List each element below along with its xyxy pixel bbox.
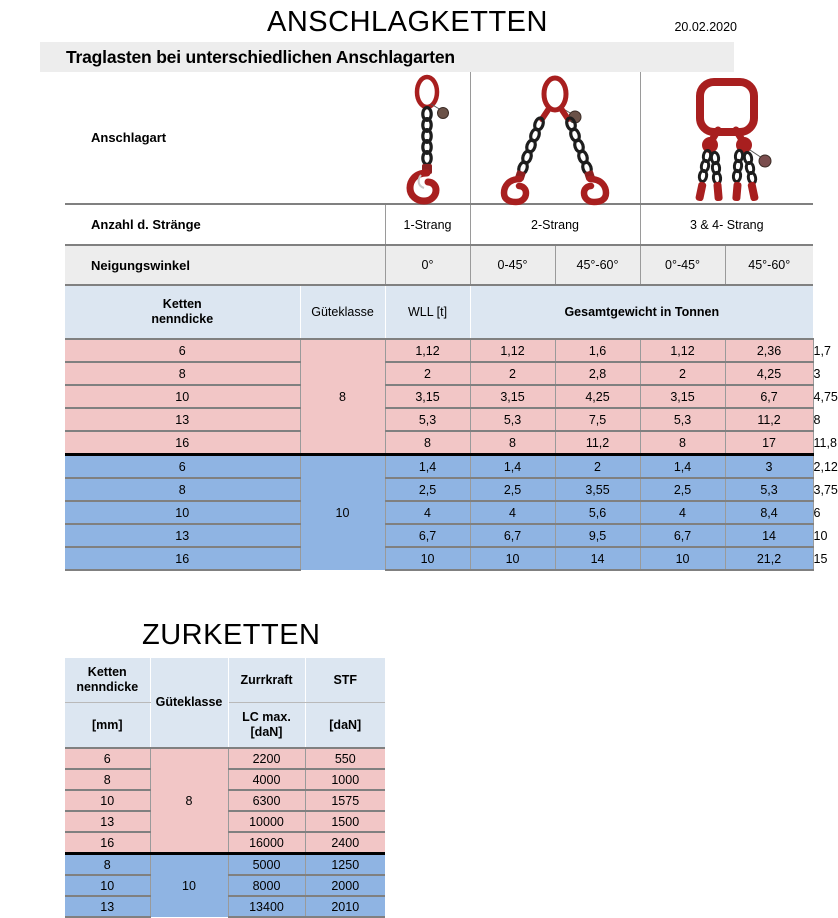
- cell-gesamtgewicht: 2,5: [470, 478, 555, 501]
- cell-gesamtgewicht: 3,55: [555, 478, 640, 501]
- chain-sling-4-leg-icon: [652, 74, 802, 202]
- cell-kettennenndicke: 10: [65, 385, 300, 408]
- cell-gesamtgewicht: 7,5: [555, 408, 640, 431]
- cell-kettennenndicke: 6: [65, 748, 150, 769]
- cell-gesamtgewicht: 6,7: [725, 385, 813, 408]
- cell-gueteklasse: 10: [150, 854, 228, 918]
- cell-gesamtgewicht: 8: [640, 431, 725, 455]
- cell-gesamtgewicht: 3,15: [640, 385, 725, 408]
- anschlagketten-table-wrap: [65, 72, 838, 571]
- angle-cell-0: 0°: [385, 245, 470, 285]
- cell-wll: 1,12: [385, 339, 470, 362]
- cell-gesamtgewicht: 2: [640, 362, 725, 385]
- anschlagketten-table: [65, 72, 838, 571]
- zur-header-zurrkraft: Zurrkraft: [228, 658, 305, 703]
- cell-gesamtgewicht: 3: [725, 455, 813, 479]
- table-row: 10 3,15 3,15 4,25 3,15 6,7 4,75: [65, 385, 813, 408]
- zur-header-lcmax: [228, 703, 305, 749]
- cell-gesamtgewicht: 6,7: [640, 524, 725, 547]
- table-row: 8 2,5 2,5 3,55 2,5 5,3 3,75: [65, 478, 813, 501]
- cell-kettennenndicke: 6: [65, 455, 300, 479]
- cell-kettennenndicke: 8: [65, 478, 300, 501]
- table-row: 8 2 2 2,8 2 4,25 3: [65, 362, 813, 385]
- cell-kettennenndicke: 10: [65, 790, 150, 811]
- cell-kettennenndicke: 13: [65, 896, 150, 917]
- cell-gesamtgewicht: 4: [470, 501, 555, 524]
- cell-gesamtgewicht: 8,4: [725, 501, 813, 524]
- zurketten-table: [65, 658, 385, 918]
- section-band-title: Traglasten bei unterschiedlichen Anschlagarten: [40, 42, 734, 72]
- cell-kettennenndicke: 10: [65, 875, 150, 896]
- cell-lc-max: 8000: [228, 875, 305, 896]
- zur-header-mm: [mm]: [65, 703, 150, 749]
- cell-gesamtgewicht: 2: [555, 455, 640, 479]
- chain-sling-2-leg-icon: [480, 74, 630, 202]
- cell-wll: 2,5: [385, 478, 470, 501]
- document-header: [0, 0, 815, 42]
- angle-cell-3: 0°-45°: [640, 245, 725, 285]
- cell-gesamtgewicht: 1,4: [640, 455, 725, 479]
- cell-gesamtgewicht: 1,4: [470, 455, 555, 479]
- zurketten-body: [65, 748, 385, 917]
- cell-gesamtgewicht: 5,3: [470, 408, 555, 431]
- strang-group-2: 2-Strang: [470, 204, 640, 245]
- cell-lc-max: 13400: [228, 896, 305, 917]
- cell-kettennenndicke: 8: [65, 362, 300, 385]
- cell-gesamtgewicht: 2,36: [725, 339, 813, 362]
- cell-lc-max: 2200: [228, 748, 305, 769]
- illustration-1-leg: [385, 72, 470, 204]
- header-kettennenndicke-line2: nenndicke: [151, 312, 214, 326]
- cell-gesamtgewicht: 4,25: [555, 385, 640, 408]
- document-date: 20.02.2020: [674, 20, 737, 34]
- cell-lc-max: 6300: [228, 790, 305, 811]
- header-kettennenndicke-line1: Ketten: [162, 297, 202, 311]
- cell-stf: 1250: [305, 854, 385, 876]
- cell-kettennenndicke: 6: [65, 339, 300, 362]
- zur-header-lcmax-line2: [daN]: [250, 725, 283, 739]
- cell-gesamtgewicht: 11,2: [725, 408, 813, 431]
- cell-gesamtgewicht: 21,2: [725, 547, 813, 570]
- zurketten-title: ZURKETTEN: [142, 619, 321, 651]
- cell-gesamtgewicht: 1,12: [640, 339, 725, 362]
- illustration-4-leg: [640, 72, 813, 204]
- cell-wll: 8: [385, 431, 470, 455]
- zur-header-kettennenndicke-line1: Ketten: [87, 665, 127, 679]
- cell-gesamtgewicht: 3,15: [470, 385, 555, 408]
- zur-header-kettennenndicke-line2: nenndicke: [76, 680, 139, 694]
- cell-gesamtgewicht: 11,2: [555, 431, 640, 455]
- cell-gesamtgewicht: 4,25: [725, 362, 813, 385]
- cell-stf: 1575: [305, 790, 385, 811]
- table-row: 6 10 1,4 1,4 2 1,4 3 2,12: [65, 455, 813, 479]
- cell-gesamtgewicht: 1,12: [470, 339, 555, 362]
- cell-wll: 2: [385, 362, 470, 385]
- cell-lc-max: 5000: [228, 854, 305, 876]
- cell-gesamtgewicht: 2: [470, 362, 555, 385]
- cell-wll: 1,4: [385, 455, 470, 479]
- header-kettennenndicke: [65, 285, 300, 339]
- cell-stf: 2400: [305, 832, 385, 854]
- cell-lc-max: 4000: [228, 769, 305, 790]
- zur-header-stf: STF: [305, 658, 385, 703]
- strang-group-1: 1-Strang: [385, 204, 470, 245]
- angle-cell-4: 45°-60°: [725, 245, 813, 285]
- header-wll: WLL [t]: [385, 285, 470, 339]
- cell-gueteklasse: 8: [300, 339, 385, 455]
- cell-gesamtgewicht: 2,5: [640, 478, 725, 501]
- angle-cell-1: 0-45°: [470, 245, 555, 285]
- cell-gesamtgewicht: 6,7: [470, 524, 555, 547]
- cell-gueteklasse: 8: [150, 748, 228, 854]
- chain-sling-1-leg-icon: [385, 74, 469, 202]
- cell-gueteklasse: 10: [300, 455, 385, 571]
- zur-header-lcmax-line1: LC max.: [242, 710, 291, 724]
- table-row: [65, 854, 385, 876]
- zur-header-gueteklasse: Güteklasse: [150, 658, 228, 748]
- table-row: 13 5,3 5,3 7,5 5,3 11,2 8: [65, 408, 813, 431]
- header-gueteklasse: Güteklasse: [300, 285, 385, 339]
- angle-cell-2: 45°-60°: [555, 245, 640, 285]
- cell-lc-max: 10000: [228, 811, 305, 832]
- cell-stf: 2010: [305, 896, 385, 917]
- cell-kettennenndicke: 13: [65, 524, 300, 547]
- cell-gesamtgewicht: 5,6: [555, 501, 640, 524]
- cell-stf: 2000: [305, 875, 385, 896]
- cell-wll: 3,15: [385, 385, 470, 408]
- table-row: 16 8 8 11,2 8 17 11,8: [65, 431, 813, 455]
- cell-kettennenndicke: 13: [65, 408, 300, 431]
- cell-gesamtgewicht: 9,5: [555, 524, 640, 547]
- zurketten-table-wrap: [65, 658, 815, 918]
- cell-kettennenndicke: 8: [65, 854, 150, 876]
- row-anzahl-straenge: [65, 204, 813, 245]
- cell-wll: 5,3: [385, 408, 470, 431]
- cell-gesamtgewicht: 14: [555, 547, 640, 570]
- cell-gesamtgewicht: 10: [470, 547, 555, 570]
- cell-stf: 1500: [305, 811, 385, 832]
- row-anschlagart: [65, 72, 813, 204]
- table-row: 6 8 1,12 1,12 1,6 1,12 2,36 1,7: [65, 339, 813, 362]
- strang-group-3: 3 & 4- Strang: [640, 204, 813, 245]
- illustration-2-leg: [470, 72, 640, 204]
- cell-gesamtgewicht: 17: [725, 431, 813, 455]
- cell-gesamtgewicht: 14: [725, 524, 813, 547]
- cell-gesamtgewicht: 8: [470, 431, 555, 455]
- cell-wll: 6,7: [385, 524, 470, 547]
- cell-kettennenndicke: 8: [65, 769, 150, 790]
- cell-gesamtgewicht: 5,3: [725, 478, 813, 501]
- page-title: ANSCHLAGKETTEN: [267, 6, 548, 38]
- cell-stf: 1000: [305, 769, 385, 790]
- table-row: 16 10 10 14 10 21,2 15: [65, 547, 813, 570]
- label-anzahl-straenge: Anzahl d. Stränge: [65, 204, 385, 245]
- table-row: 13 6,7 6,7 9,5 6,7 14 10: [65, 524, 813, 547]
- cell-wll: 4: [385, 501, 470, 524]
- cell-kettennenndicke: 13: [65, 811, 150, 832]
- cell-gesamtgewicht: 5,3: [640, 408, 725, 431]
- cell-stf: 550: [305, 748, 385, 769]
- zur-header-kettennenndicke: [65, 658, 150, 703]
- label-anschlagart: Anschlagart: [65, 72, 385, 204]
- cell-kettennenndicke: 10: [65, 501, 300, 524]
- cell-gesamtgewicht: 2,8: [555, 362, 640, 385]
- anschlagketten-body: [65, 339, 838, 570]
- header-gesamtgewicht: Gesamtgewicht in Tonnen: [470, 285, 813, 339]
- label-neigungswinkel: Neigungswinkel: [65, 245, 385, 285]
- cell-gesamtgewicht: 4: [640, 501, 725, 524]
- table-row: 10 4 4 5,6 4 8,4 6: [65, 501, 813, 524]
- cell-gesamtgewicht: 10: [640, 547, 725, 570]
- table-row: [65, 748, 385, 769]
- cell-wll: 10: [385, 547, 470, 570]
- row-column-headers: [65, 285, 813, 339]
- zur-header-stf-unit: [daN]: [305, 703, 385, 749]
- cell-kettennenndicke: 16: [65, 431, 300, 455]
- cell-gesamtgewicht: 1,6: [555, 339, 640, 362]
- row-neigungswinkel: [65, 245, 813, 285]
- zur-header-row-1: [65, 658, 385, 703]
- cell-kettennenndicke: 16: [65, 832, 150, 854]
- cell-lc-max: 16000: [228, 832, 305, 854]
- cell-kettennenndicke: 16: [65, 547, 300, 570]
